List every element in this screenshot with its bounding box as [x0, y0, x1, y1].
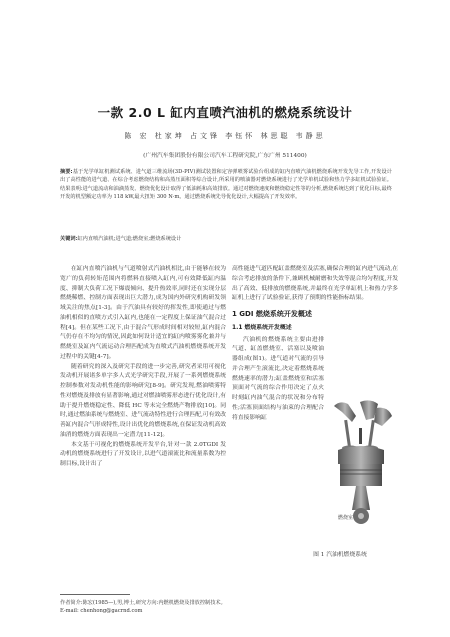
affiliation: (广州汽车集团股份有限公司汽车工程研究院,广东广州 511400): [143, 153, 307, 159]
piston-body: [340, 464, 382, 486]
abstract-text: 基于光学单缸机测试系统、进气道三维流场(3D-PIV)测试装置和定容弹喷雾试验台组成的缸内直喷汽油机燃烧系统开发先导工作,开发设计出了高性能的进气道、在综合考虑燃烧结构和高蒸压面积等综合设计,所采用的喷油器对燃烧系统进行了光学单机试验和热力学多缸机试验验证。结果表明:进气道流动和油滴蒸发、燃烧优化设计取得了低油耗和高效排放。通过对燃烧速度和燃烧稳定性等的分析,燃烧系统达到了优化目标,最终开发的机型额定功率为 118 kW,最大扭矩 300 N·m。通过燃烧系统先导优化设计,大幅提高了开发效率。: [60, 169, 392, 200]
exhaust-port-shape: [374, 408, 392, 426]
keywords-label: 关键词:: [60, 236, 78, 242]
footnote-rule: [60, 594, 130, 595]
body-paragraph: 本文基于可视化的燃烧系统开发平台,针对一款 2.0TGDI 发动机的燃烧系统进行了开发设计,以进气道滚流比和流量系数为控制目标,设计出了: [60, 441, 226, 467]
valve-stem: [368, 420, 375, 446]
valve-stem: [344, 420, 351, 446]
intake-port-shape: [334, 402, 356, 422]
body-paragraph-wrap: [232, 336, 324, 424]
abstract-label: 摘要:: [60, 169, 73, 175]
body-paragraph: 随着研究的深入及研究手段的进一步完善,研究者采用可视化发动机开展诸多单字多人式光学研究手段,开展了一系列燃烧系统控制参数对发动机性能的影响研究[8-9]。研究发现,燃油喷雾特性对燃烧及排放有显著影响,通过对燃油喷雾形态进行优化设计,有助于提升燃烧稳定性、降低 HC 等未完全燃烧产物排放[10]。同时,通过燃油系统与燃烧室、进气流动特性进行合理匹配,可有效改善缸内混合气形成特性,设计出优化的燃烧系统,在保证发动机高效油消的燃烧方面表现出一定潜力[11-12]。: [60, 363, 226, 438]
body-paragraph: 在缸内直喷汽油机与气道喷射式汽油机相比,由于能够在较为宽广的负荷转矩范围内将燃料直接喷入缸内,可有效降低缸内温度、抑制大负荷工况下爆震倾向、提升热效率,同时还在实现分层燃烧稀燃、控制方面表现出巨大潜力,成为国内外研究机构研发领域关注的焦点[1-3]。由于汽油具有较好的挥发性,即使通过与燃油机相似的直喷方式引入缸内,也能在一定程度上保证油气混合过程[4]。但在某些工况下,由于混合气形成时间相对较短,缸内混合气仍存在不均匀的情况,因此如何设计适宜的缸内喷雾雾化兼并与燃烧室及缸内气流运动合理匹配成为直喷式汽油机燃烧系统开发过程中的关键[4-7]。: [60, 266, 226, 360]
injector: [359, 428, 362, 444]
body-paragraph: 高性能进气道匹配缸盖燃烧室及活塞,确保合理的缸内进气流动,在综合考虑排放的条件下,兼顾机械耐磨和失效等混合均匀程度,开发出了高效、低排放的燃烧系统,并最终在光学单缸机上和热力学多缸机上进行了试验验证,获得了预期的性能指标结果。: [232, 266, 398, 302]
connecting-rod: [352, 486, 370, 510]
paper-title: 一款 2.0 L 缸内直喷汽油机的燃烧系统设计: [97, 105, 353, 120]
author-bio: 作者简介:陈宏(1985—),男,博士,研究方向:内燃机燃烧及排放控制技术。: [60, 600, 226, 606]
section-heading: 1 GDI 燃烧系统开发概述: [232, 310, 312, 318]
left-column: [60, 265, 226, 470]
combustion-chamber-shape: [338, 446, 384, 464]
engine-combustion-system-figure: [326, 398, 396, 530]
author-email: E-mail: chenhong@gacrnd.com: [60, 608, 143, 614]
footnote: [60, 599, 340, 615]
abstract: [60, 168, 392, 201]
figure-inner-label: 燃烧室: [338, 515, 354, 521]
keywords-text: 缸内直喷汽油机;进气道;燃烧室;燃烧系统设计: [77, 236, 182, 242]
figure-caption: 图 1 汽油机燃烧系统: [313, 552, 367, 558]
subsection-heading: 1.1 燃烧系统开发概述: [232, 324, 292, 331]
author-list: 陈 宏 杜家坤 占文锋 李钰怀 林思聪 韦静思: [124, 132, 326, 140]
keywords: [60, 235, 392, 243]
body-paragraph: 汽油机的燃烧系统主要由进排气道、缸盖燃烧室、活塞以及喷油器组成(图1)。进气道对气流的引导并合理产生滚流比,决定着燃烧系统燃烧速率的潜力;缸盖燃烧室和活塞顶面对气流的综合作用决定了点火时刻缸内油气混合的状况和分布特性;活塞顶面结构与油束的合理配合将直接影响缸: [232, 336, 324, 421]
